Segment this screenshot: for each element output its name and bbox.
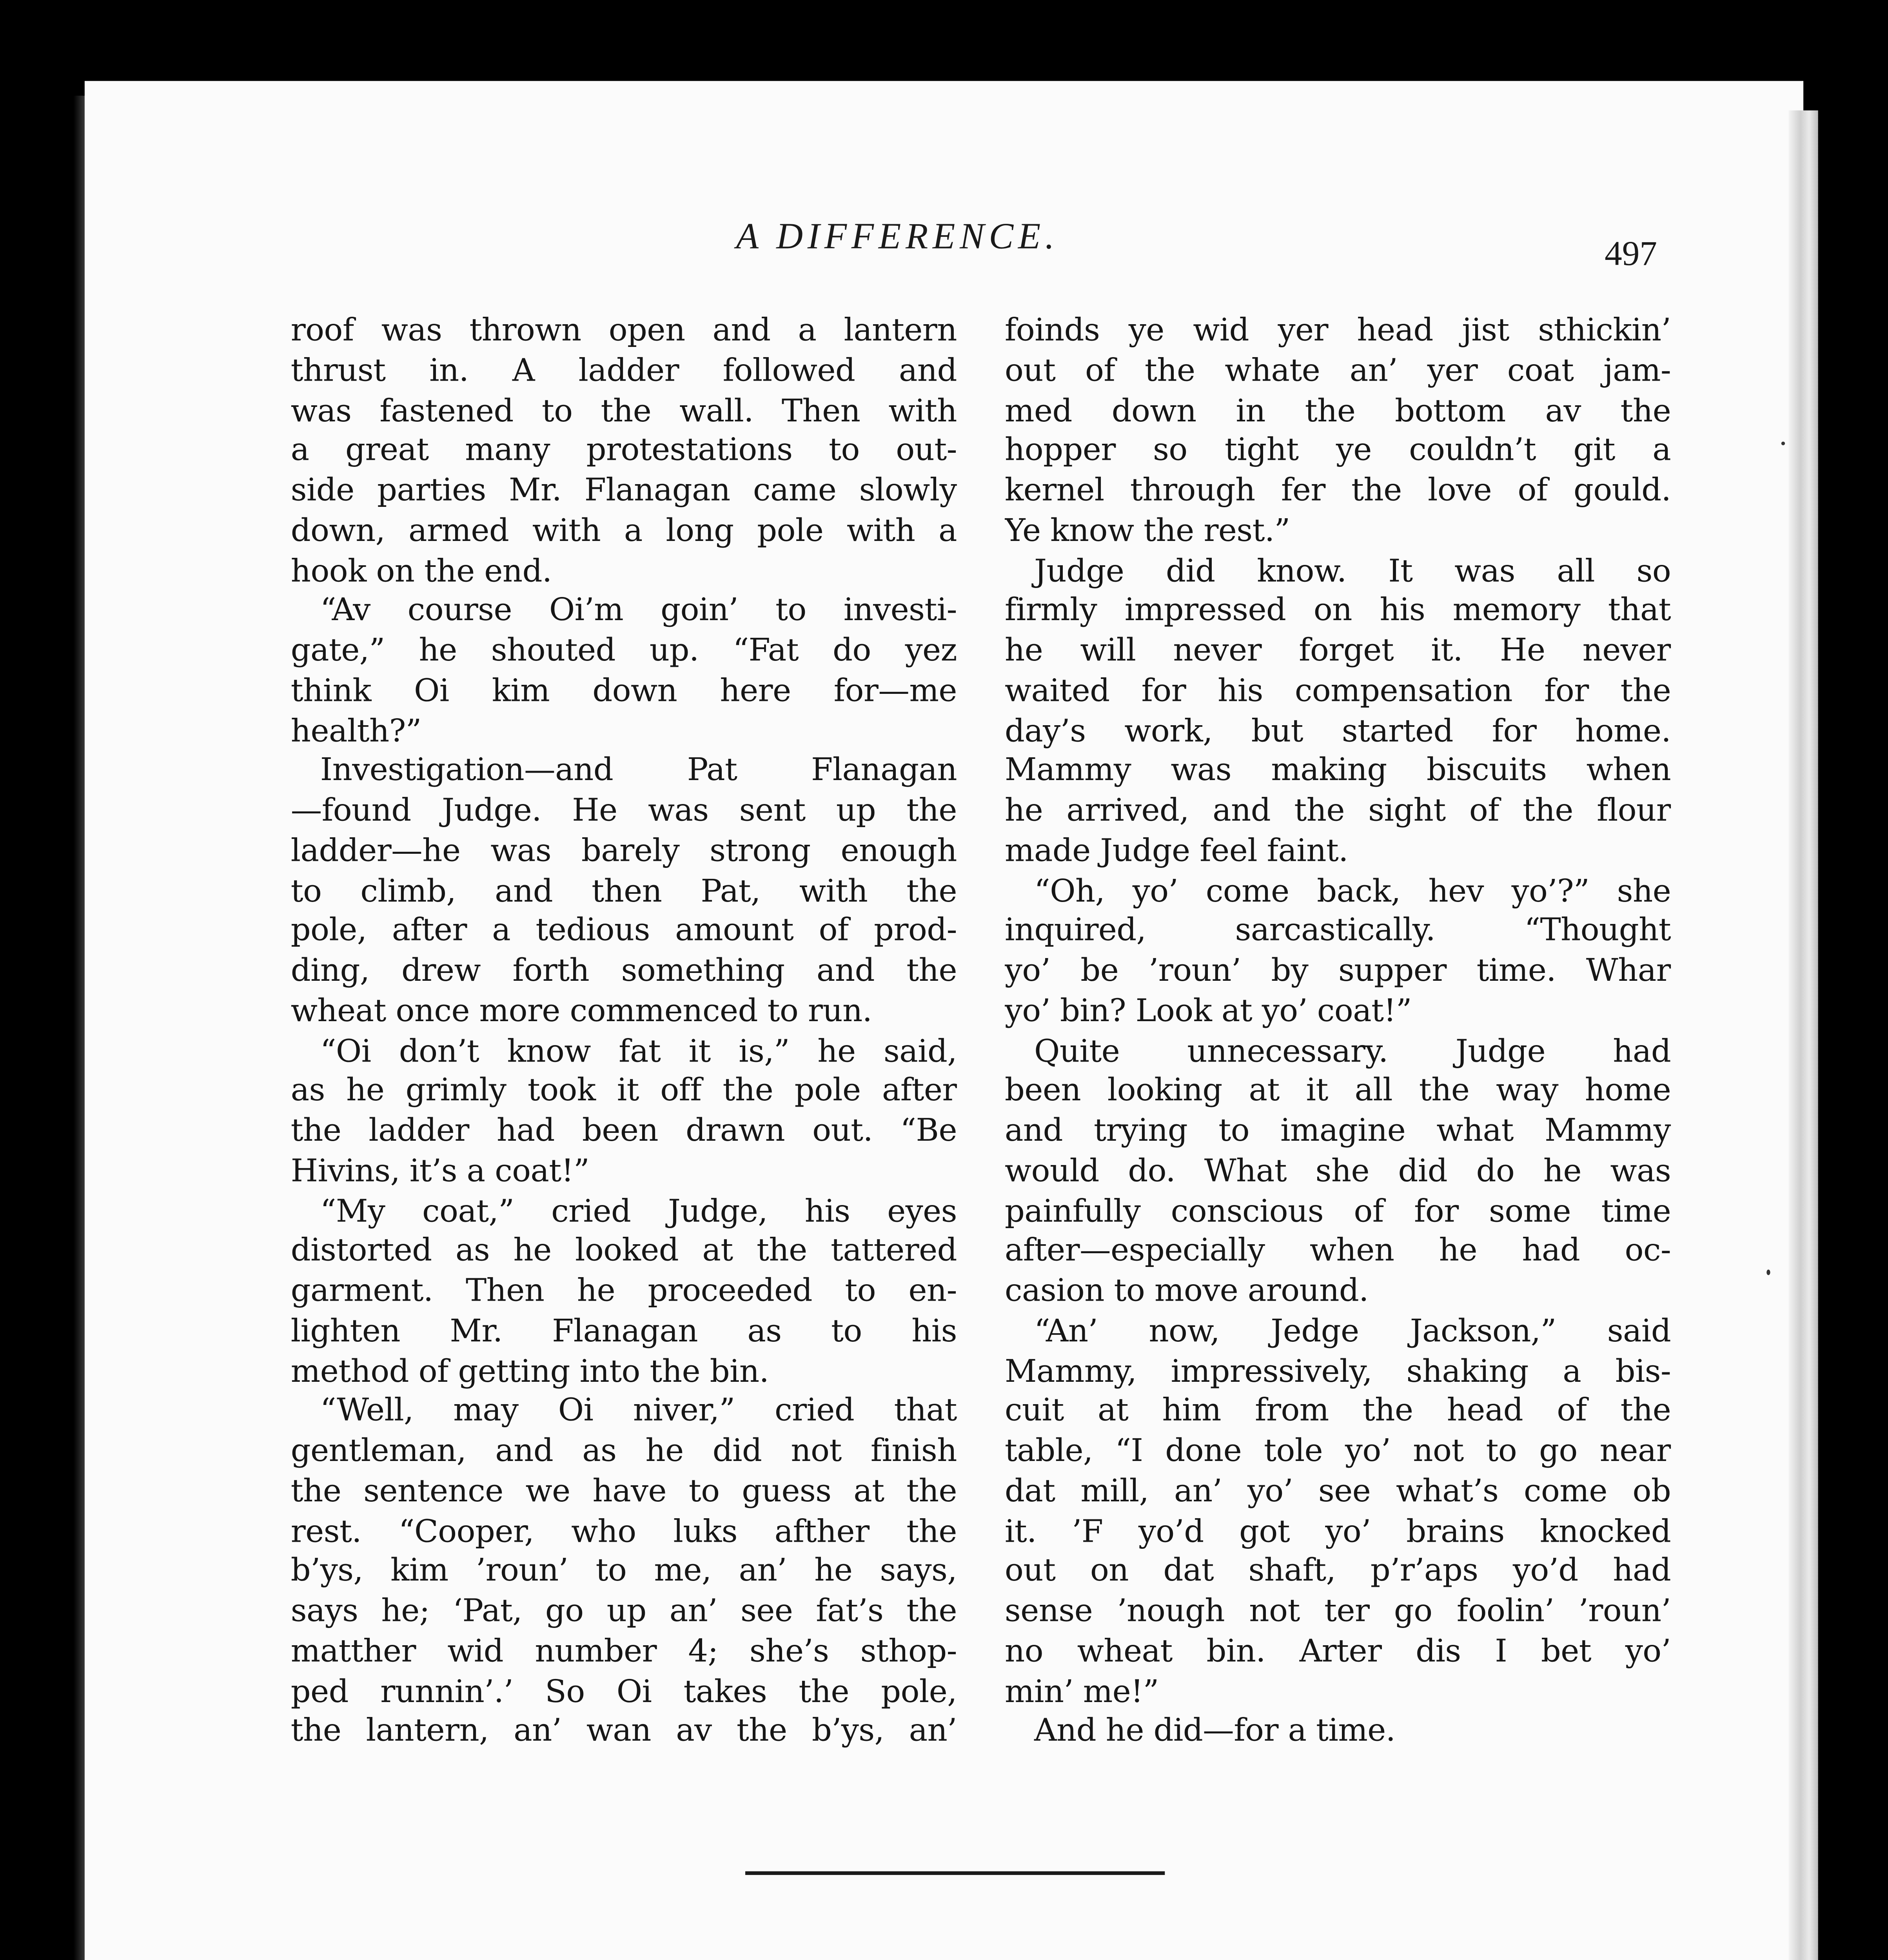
text-line: “Well, may Oi niver,” cried that: [320, 1393, 957, 1430]
text-line: after—especially when he had oc-: [1004, 1233, 1671, 1270]
text-line: ding, drew forth something and the: [290, 953, 957, 990]
text-line: lighten Mr. Flanagan as to his: [290, 1313, 957, 1350]
text-line: inquired, sarcastically. “Thought: [1004, 913, 1671, 950]
text-line: method of getting into the bin.: [290, 1353, 769, 1390]
text-line: day’s work, but started for home.: [1004, 713, 1671, 750]
text-line: waited for his compensation for the: [1004, 673, 1671, 710]
text-line: health?”: [290, 713, 421, 750]
text-line: the ladder had been drawn out. “Be: [290, 1113, 957, 1150]
text-line: casion to move around.: [1004, 1273, 1369, 1310]
text-line: Mammy, impressively, shaking a bis-: [1004, 1353, 1671, 1390]
text-line: —found Judge. He was sent up the: [290, 793, 957, 830]
text-line: hopper so tight ye couldn’t git a: [1004, 433, 1671, 470]
text-line: Judge did know. It was all so: [1034, 553, 1671, 590]
text-line: says he; ‘Pat, go up an’ see fat’s the: [290, 1593, 957, 1630]
text-line: the lantern, an’ wan av the b’ys, an’: [290, 1713, 957, 1751]
text-line: “Oi don’t know fat it is,” he said,: [320, 1033, 957, 1070]
text-line: he will never forget it. He never: [1004, 633, 1671, 670]
section-divider: [745, 1871, 1165, 1875]
text-line: distorted as he looked at the tattered: [290, 1233, 957, 1270]
text-line: made Judge feel faint.: [1004, 833, 1348, 870]
right-column: [1005, 313, 1671, 1753]
text-line: would do. What she did do he was: [1004, 1153, 1671, 1190]
text-line: a great many protestations to out-: [290, 433, 957, 470]
text-line: ladder—he was barely strong enough: [290, 833, 957, 870]
text-line: Investigation—and Pat Flanagan: [320, 753, 957, 790]
text-line: foinds ye wid yer head jist sthickin’: [1004, 312, 1671, 350]
text-line: the sentence we have to guess at the: [290, 1473, 957, 1510]
text-line: was fastened to the wall. Then with: [290, 393, 957, 430]
scan-speck: [1766, 1270, 1770, 1275]
text-line: firmly impressed on his memory that: [1004, 593, 1671, 630]
text-line: garment. Then he proceeded to en-: [290, 1273, 957, 1310]
text-line: matther wid number 4; she’s sthop-: [290, 1633, 957, 1670]
page-edge: [1789, 111, 1818, 1960]
text-line: And he did—for a time.: [1034, 1713, 1396, 1751]
text-line: rest. “Cooper, who luks afther the: [290, 1513, 957, 1550]
scan-speck: [1781, 442, 1785, 445]
text-line: ped runnin’.’ So Oi takes the pole,: [290, 1673, 957, 1710]
text-line: table, “I done tole yo’ not to go near: [1004, 1433, 1671, 1470]
text-line: out on dat shaft, p’r’aps yo’d had: [1004, 1553, 1671, 1590]
page-number: 497: [1605, 235, 1657, 274]
text-line: gentleman, and as he did not finish: [290, 1433, 957, 1470]
text-line: Quite unnecessary. Judge had: [1034, 1033, 1671, 1070]
left-column: [291, 313, 957, 1753]
text-line: to climb, and then Pat, with the: [290, 873, 957, 910]
text-line: wheat once more commenced to run.: [290, 993, 872, 1030]
text-line: side parties Mr. Flanagan came slowly: [290, 473, 957, 510]
text-line: kernel through fer the love of gould.: [1004, 473, 1671, 510]
text-line: b’ys, kim ’roun’ to me, an’ he says,: [290, 1553, 957, 1590]
text-line: and trying to imagine what Mammy: [1004, 1113, 1671, 1150]
text-line: “Oh, yo’ come back, hev yo’?” she: [1034, 873, 1671, 910]
text-line: yo’ be ’roun’ by supper time. Whar: [1004, 953, 1671, 990]
text-line: min’ me!”: [1004, 1673, 1159, 1710]
text-line: sense ’nough not ter go foolin’ ’roun’: [1004, 1593, 1671, 1630]
text-line: he arrived, and the sight of the flour: [1004, 793, 1671, 830]
text-line: down, armed with a long pole with a: [290, 513, 957, 550]
text-line: been looking at it all the way home: [1004, 1073, 1671, 1110]
text-line: painfully conscious of for some time: [1004, 1193, 1671, 1230]
text-line: as he grimly took it off the pole after: [290, 1073, 957, 1110]
text-line: Hivins, it’s a coat!”: [290, 1153, 590, 1190]
text-line: no wheat bin. Arter dis I bet yo’: [1004, 1633, 1671, 1670]
text-line: Ye know the rest.”: [1004, 513, 1290, 550]
text-line: pole, after a tedious amount of prod-: [290, 913, 957, 950]
text-line: thrust in. A ladder followed and: [290, 353, 957, 390]
text-line: gate,” he shouted up. “Fat do yez: [290, 633, 957, 670]
text-line: “My coat,” cried Judge, his eyes: [320, 1193, 957, 1230]
running-head: A DIFFERENCE.: [736, 217, 1059, 258]
text-line: yo’ bin? Look at yo’ coat!”: [1004, 993, 1412, 1030]
text-line: it. ’F yo’d got yo’ brains knocked: [1004, 1513, 1671, 1550]
text-line: out of the whate an’ yer coat jam-: [1004, 353, 1671, 390]
text-line: think Oi kim down here for—me: [290, 673, 957, 710]
text-line: cuit at him from the head of the: [1004, 1393, 1671, 1430]
text-line: Mammy was making biscuits when: [1004, 753, 1671, 790]
text-line: med down in the bottom av the: [1004, 393, 1671, 430]
text-line: “Av course Oi’m goin’ to investi-: [320, 593, 957, 630]
text-line: hook on the end.: [290, 553, 552, 590]
text-line: roof was thrown open and a lantern: [290, 312, 957, 350]
text-line: dat mill, an’ yo’ see what’s come ob: [1004, 1473, 1671, 1510]
text-line: “An’ now, Jedge Jackson,” said: [1034, 1313, 1671, 1350]
